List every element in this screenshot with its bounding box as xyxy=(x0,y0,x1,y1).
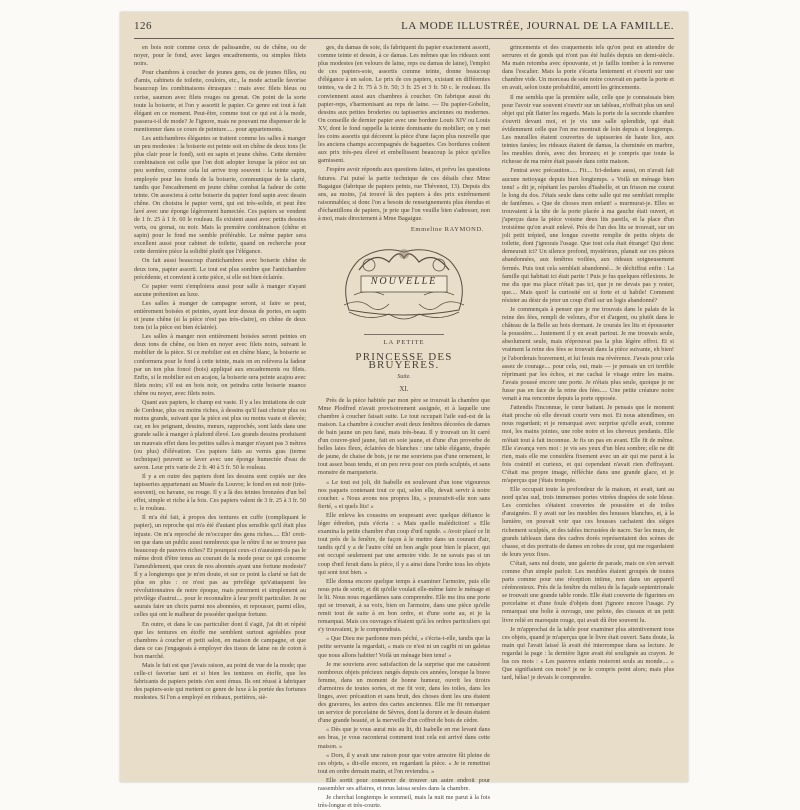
story-suite: Suite. xyxy=(397,374,411,381)
paragraph: en bois noir comme ceux de palissandre, ou de chêne, ou de noyer, pour le fond, avec larges encadrements, ou simples filets noirs. xyxy=(134,44,306,68)
chapter-number: XI. xyxy=(399,384,409,393)
paragraph: Elle occupait toute la profondeur de la maison, et avait, tant au nord qu'au sud, trois immenses portes vitrées drapées de soie bleue. Les corniches s'étaient couvertes de poussière et de toiles d'araignées. Il y avait sur les meubles des housses blanches, et, à la lumière, on pouvait voir que ces housses cachaient des sièges richement sculptés, et des tables incrustées de nacre. Sur les murs, de grands tableaux dans des cadres dorés représentaient des scènes de chasse, et des portraits de dames en robes de cour, qui me regardaient de leurs yeux fixes. xyxy=(502,486,674,558)
paragraph: « Dès que je vous aurai mis au lit, dit Isabelle en me levant dans ses bras, je vous raconterai comment tout cela est arrivé dans cette maison. » xyxy=(318,726,490,750)
paragraph: J'entrai avec précaution..... Fit.... Ici-dedans aussi, on n'avait fait aucune nettoyage depuis bien longtemps. « Voilà un ménage bien tenu! » dit je, répétant les paroles d'Isabelle, et un frisson me courut le long du dos. J'étais seule dans cette salle qui me semblait remplie de fantômes. « Que de choses mon enfant! » murmurai-je. Elles se trouvaient à la tête de la porte placée à ma gauche était ouvert, et j'aperçus dans la pièce voisine deux lits pareils, et la place d'un troisième qu'on avait enlevé. Près de l'un des lits se trouvait, sur un joli petit trépied, une longue cuvette remplie de petits objets de toilette, dont j'ignorais l'usage. Que tout cela était étrange! Qui donc demeurait ici? Un silence profond, mystérieux, planait sur ces pièces abandonnées, aux fenêtres voilées, aux rideaux soigneusement fermés. Puis tout cela semblait abandonné... Je déchiffrai enfin : La famille qui habitait ici était partie ! Puis je fus quelques réflexions. Je me dis que ma place n'était pas ici, que je ne devais pas y rester, que.... Mais quoi! la curiosité est si forte et si habile! Comment résister au désir de jeter un coup d'œil sur un logis abandonné? xyxy=(502,167,674,304)
newspaper-page xyxy=(120,12,688,810)
paragraph: Pour chambres à coucher de jeunes gens, ou de jeunes filles, ou d'amis, cabinets de toilette, couloirs, etc., la mode actuelle favorise beaucoup les combinaisons étrusques : mais avec filets bleus ou cerise, saumon avec filets rouges ou grenat. On point de la sorte toute la boiserie, et l'on y assortit le papier. Ce genre est tout à fait élégant en ce moment. Peut-être, comme tout ce qui est à la mode, passera-t-il de mode? Je l'ignore, mais ne pouvant me dispenser de le mentionner dans ce cours de peinture..... pour appartements. xyxy=(134,69,306,133)
column-3 xyxy=(502,44,674,774)
paragraph: J'attendis l'inconnue, le cœur battant. Je pensais que le moment était proche où elle devrait courir vers moi. Et nous attendîmes, en nous regardant; et je remarquai avec surprise qu'elle avait, comme moi, les mains jointes, une robe noire et les cheveux pendants. Elle m'était tout à fait inconnue. Je fis un pas en avant. Elle fit de même. Elle s'avança vers moi : je vis ses yeux d'un bleu sombre; elle ne dit rien, mais elle me considéra fixement avec un air qui me parut à la fois craintif et curieux, et qui cependant n'avait rien d'effrayant. C'était ma propre image, réfléchie dans une grande glace, et je m'aperçus que j'étais trompée. xyxy=(502,404,674,484)
paragraph: En outre, et dans le cas particulier dont il s'agit, j'ai dit et répété que les tentures en étoffe me semblent surtout agréables pour chambres à coucher et petit salon, en maison de campagne, et que dans ce cas j'engageais à employer des tissus de laine ou de coton à bon marché. xyxy=(134,620,306,660)
paragraph: On fait aussi beaucoup d'antichambres avec boiserie chêne de deux tons, papier assorti. Le tout est plus sombre que l'antichambre précédente, et convient à cette pièce, si elle est bien éclairée. xyxy=(134,257,306,281)
column-1 xyxy=(134,44,306,774)
paragraph: Quant aux papiers, le champ est vaste. Il y a les imitations de cuir de Cordoue, plus ou moins riches, à dessins qu'il faut choisir plus ou moins grands, suivant que la pièce est plus ou moins vaste et élevée; car, en les peignant, dessins, mœurs, rapprochés, sont laids dans une grande salle à manger à plafond élevé. Les grands dessins produisent un mauvais effet dans les petites salles à manger n'ayant pas 3 mètres (ou plus) d'élévation. Ces papiers faits au vernis gras (terme technique) peuvent se laver avec une éponge humectée d'eau de savon. Leur prix varie de 2 fr. 40 à 5 fr. 50 le rouleau. xyxy=(134,399,306,471)
story-title: PRINCESSE DES BRUYÈRES. xyxy=(355,351,453,372)
paragraph: Ce papier verni s'emploiera aussi pour salle à manger n'ayant aucune prétention au luxe. xyxy=(134,282,306,298)
nouvelle-banner xyxy=(329,240,479,326)
page-number: 126 xyxy=(134,20,152,32)
page-header xyxy=(134,20,674,36)
banner-label: NOUVELLE xyxy=(370,276,438,288)
running-title: LA MODE ILLUSTRÉE, JOURNAL DE LA FAMILLE. xyxy=(401,20,674,32)
paragraph: Je cherchai longtemps le sommeil, mais la nuit me parut à la fois très-longue et très-courte. xyxy=(318,794,490,810)
paragraph: Il y a en outre des papiers dont les dessins sont copiés sur des tapisseries appartenant au Musée du Louvre; le fond en est noir (très-souvent), ou havane, ou rouge. Il y a là des teintes bronzées d'un bel effet, simple et riche à la fois. Ces papiers valent de 3 fr. 25 à 3 fr. 50 c. le rouleau. xyxy=(134,472,306,513)
paragraph: J'espère avoir répondu aux questions faites, et prévu les questions futures. J'ai puisé la partie technique de ces détails chez Mme Bagaigue (fabrique de papiers peints, rue Thévenot, 13). Depuis dix ans, au moins, j'ai trouvé là des papiers à des prix extrêmement raisonnables; si donc l'on a besoin de renseignements plus étendus et d'échantillons de papiers, je prie que l'on veuille bien s'adresser, non à moi, mais directement à Mme Bagaigue. xyxy=(318,166,490,222)
paragraph: grincements et des craquements tels qu'on peut en attendre de serrures et de gonds qui n'ont pas été huilés depuis un demi-siècle. Ma main retomba avec épouvante, et je faillis tomber à la renverse dans l'escalier. Mais la porte s'écarta lentement et s'ouvrit sur une chambre vide. Un morceau de soie noire couvrait en partie la porte et en avait, selon toute probabilité, amorti les grincements. xyxy=(502,44,674,92)
paragraph: Il me sembla que la première salle, celle que je connaissais bien pour l'avoir vue souvent s'ouvrir sur un tableau, n'offrait plus un seul objet qui pût flatter les regards. Mais la porte de la seconde chambre s'ouvrit devant moi, et je vis une salle splendide, qui était évidemment celle que l'on me montrait de loin depuis si longtemps. Les murailles étaient couvertes de tapisseries de haute lice, aux teintes fanées; les rideaux étaient de damas, la cheminée en marbre, les meubles dorés, avec des bronzes; et je compris que toute la richesse de ma mère était passée dans cette maison. xyxy=(502,93,674,166)
paragraph: Les salles à manger non entièrement boisées seront peintes en deux tons de chêne, ou bien en noyer avec filets noirs, suivant le mobilier de la pièce. Si ce mobilier est en chêne blanc, la boiserie se conformera pour le fond à cette teinte, mais on en relèvera la fadeur par un ton plus foncé (bois) appliqué aux encadrements ou filets. Enfin, si le mobilier est en acajou, la boiserie sera peinte acajou avec filets noirs; s'il est en bois noir, on peindra cette boiserie nuance chêne ou noyer, avec filets noirs. xyxy=(134,333,306,397)
paragraph: Je commençais à penser que je me trouvais dans le palais de la reine des fées, rempli de velours, d'or et d'argent, ou plutôt dans le château de la Belle au bois dormant. Je courais les lits et épousseter la poussière.... Justement il y en avait partout. Je me trouvais seule, absolument seule, mais n'éprouvai pas la plus légère effroi. Et si vraiment la reine des fées se trouvait dans la pièce suivante, eh bien! je l'aborderais bravement, et lui ferais ma révérence. J'avais pour cela assez de courage.... pour cela, oui, mais — je pensais un cri terrible réprimant par les échos, et me cachai le visage entre les mains. J'avais poussé encore une porte. Je n'étais plus seule, quoique je ne fusse pas en face de la reine des fées..... Une petite créature noire venait à ma rencontre depuis la porte opposée. xyxy=(502,306,674,403)
paragraph: C'était, sans nul doute, une galerie de parade, mais on s'en servait comme d'un simple parloir. Les meubles étaient groupés de toutes parts comme pour une réception intime, non dans un appareil cérémonieux. Près de la fenêtre du milieu de la façade septentrionale se trouvait une grande table ronde. Elle était couverte de figurines en porcelaine et d'une foule d'objets dont j'ignore encore l'usage. J'y remarquai une boîte à ouvrage, une pelote, des ciseaux et un petit livre relié en maroquin rouge, qui avait dû être souvent lu. xyxy=(502,559,674,624)
paragraph: « Que Dieu me pardonne mon péché, » s'écria-t-elle, tandis que la petite servante la regardait, « mais ce n'est ni un cagibi ni un galetas que nous allons habiter! Voilà un ménage bien tenu! » xyxy=(318,635,490,659)
paragraph: « Dors, il y avait une raison pour que votre armoire fût pleine de ces objets, » dit-elle encore, en regardant la pièce. « Je te remettrai tout en ordre demain matin, et l'on reviendra. » xyxy=(318,751,490,775)
story-subtitle: LA PETITE xyxy=(383,339,425,347)
divider xyxy=(364,334,444,335)
paragraph: Je m'approchai de la table pour examiner plus attentivement tous ces objets, quand je m'aperçus que le livre était ouvert. Sans doute, la main qui l'avait laissé là avait été interrompue dans sa lecture. Je regardai la page : la dernière ligne avait été soulignée au crayon. Je lus ces mots : « Les pauvres enfants resteront seuls au monde.... » Que signifiaient ces mots? je ne le compris point alors; mais plus tard, hélas! je devais le comprendre. xyxy=(502,625,674,682)
paragraph: Mais le fait est que j'avais raison, au point de vue de la mode; que celle-ci favorise tant et si bien les tentures en étoffe, que les fabricants de papiers peints s'en sont émus. Ils ont réussi à fabriquer des papiers-soie qui mettent ce genre de luxe à la portée des fortunes modestes. Si l'on a employé en rideaux, portières, siè- xyxy=(134,662,306,702)
header-rule xyxy=(134,38,674,39)
paragraph: Il m'a été fait, à propos des tentures en cuffe (compliquant le papier), un reproche qui m'a été d'autant plus sensible qu'il était plus injuste. On m'a reproché de m'occuper des gens riches..... Eh! croit-on que dans un public aussi nombreux que le nôtre il ne se trouve pas beaucoup de pauvres riches? Et pourquoi ceux-ci n'auraient-ils pas le même droit d'être tenus au courant de la mode pour ce qui concerne l'ameublement, que ceux de nos abonnés ayant une fortune modeste? Il y a longtemps que je m'en doute, et sur ce point la clarté se fait de plus en plus : ce n'est pas au privilège qu's'attaquent les révolutionnaires de notre époque, mais purement et simplement au privilège d'autrui.... pour le reconnaître à leur profit particulier. Je ne saurais faire un choix parmi nos abonnées, et repousser, parmi elles, celles qui ont le malheur de posséder quelque fortune. xyxy=(134,514,306,619)
paragraph: Elle donna encore quelque temps à examiner l'armoire, puis elle nous pria de sortir, et dit qu'elle voulait elle-même faire le ménage et le lit. Nous nous regardâmes sans comprendre. Elle me tira une porte qui se trouvait, à sa voix, bien en l'armoire, dans une pièce qu'elle remit tout de suite à en bon ordre, et d'une sorte au, et je la remarquai. Mais ces ouvrages n'étaient qu'à les ordres particuliers qui s'y trouvaient, je le comprendrais. xyxy=(318,577,490,634)
paragraph: Les salles à manger de campagne seront, si faire se peut, entièrement boisées et peintes, ayant leur dessus de portes, en sapin et jeune chêne (si la pièce n'est pas très-claire), en chêne de deux tons (si la pièce est bien éclairée). xyxy=(134,299,306,332)
paragraph: « Le tout est joli, dit Isabelle en soulevant d'un tone vigoureux nos paquets contenant tout ce qui, selon elle, devait servir à notre coucher. « Nous avons nos propres lits, » poursuivit-elle non sans fierté, « et quels lits! » xyxy=(318,478,490,510)
paragraph: ges, du damas de soie, ils fabriquent du papier exactement assorti, comme teinte et dessin, à ce damas. Les mêmes que les rideaux sont plus modestes (en velours de laine, reps ou damas de laine), l'emploi de ces papiers-soie, assortis comme teinte, donne beaucoup d'élégance à un salon. Le prix de ces papiers, existant en différentes teintes, va de 2 fr. 75 à 3 fr. 50; 3 fr. 25 et 3 fr. 50 c. le rouleau. Ils conviennent aussi aux chambres à coucher. On fabrique aussi du papier-reps, s'harmonisant au reps de laine. — Du papier-Gobelin, dessins aux petites broderies ou tapisseries anciennes ou modernes. On conseille de dernier papier avec une bordure Louis XIV ou Louis XV, dont le fond rappelle la teinte dominante du mobilier; on y met les coins assortis qui décorent la pièce d'une façon plus nouvelle que les anciens champs accompagnés de baguettes. Ces bordures coûtent aux prix très-peu élevé et embellissent beaucoup la pièce qu'elles garnissent. xyxy=(318,44,490,165)
column-2 xyxy=(318,44,490,810)
paragraph: Elle sortit pour conserver de trouver un autre endroit pour rassembler ses affaires, et nous laissa seules dans la chambre. xyxy=(318,776,490,793)
paragraph: Je me souviens avec satisfaction de la surprise que me causèrent nombreux objets précieux rangés depuis ces années, lorsque la brave femme, dans un moment de bonne humeur, ouvrit les tiroirs d'armoires de toutes sortes, et me fit voir, dans les toiles, dans les linges, avec précaution et sans bruit, des choses dont les uns étaient des gravures, les autres des cartes anciennes. Elle me fit remarquer un service de porcelaine de Sèvres, dont la dorure et le dessin étaient d'une grande beauté, et la merveille d'un coffret de bois de cèdre. xyxy=(318,660,490,725)
paragraph: Près de la pièce habitée par mon père se trouvait la chambre que Mme Plodfred n'avait provisoirement assignée, et à laquelle une chambre à coucher faisait suite. Le tout occupait l'aile sud-est de la maison. La chambre à coucher avait deux fenêtres décorées de dames de bain jaune un peu fané, mais très-beau. Il y trouvait un lit carré d'un couvre-pied jaune, fait en soie jaune, et d'une d'un proverbe de belles laies fleux, éclairées de blanches : une table élégante, drapée de jaune, de chaise de bois, je ne me souviens pas d'une ornement, le tout assez beau tendu, et un peu revu pour ces pieds sculptés, et sans monstre de marqueterie. xyxy=(318,396,490,477)
paragraph: Elle enleva les coussins en soupesant avec quelque défiance le léger édredon, puis s'écria : « Mais quelle malédiction! » Elle examina la petite chambre d'un coup d'œil rapide. « Avoir placé ce lit tout près de la fenêtre, de façon à le mettre dans un courant d'air, tandis qu'il y a de l'autre côté un bon angle pour bien le placer, qui est occupé seulement par une armoire vide. Je ne savais pas si un coup d'œil ferait dans la pièce, il y a ainsi dans l'ordre tous les objets qui sont tout bien. » xyxy=(318,511,490,576)
paragraph: Les antichambres élégantes se traitent comme les salles à manger un peu modestes : la boiserie est peinte soit en chêne de deux tons (le plus clair pour le fond), soit en sapin et jeune chêne. Cette dernière combinaison est celle que l'on doit adopter lorsque la pièce est un peu sombre, comme cela lui arrive trop souvent : la teinte sapin, employée pour les fonds de la boiserie, communique de la clarté, tandis que l'encadrement en jeune chêne combat la fadeur de cette teinte. On associera à cette boiserie du papier fond sapin avec dessin chêne. On choisira le papier verni, qui est très-solide, et peut être lavé avec une éponge légèrement humectée. Ces papiers se vendent de 1 fr. 25 à 1 fr. 60 le rouleau. Ils existent aussi avec petits dessins verts, ou grenat, ou noir. Mais la première combinaison (chêne et sapin) pour le fond me semble préférable. Le même papier sera excellent aussi pour cabinet de toilette, quand on recherche pour cette dernière pièce la solidité plutôt que l'élégance. xyxy=(134,135,306,256)
author-signature: Emmeline RAYMOND. xyxy=(410,226,484,234)
